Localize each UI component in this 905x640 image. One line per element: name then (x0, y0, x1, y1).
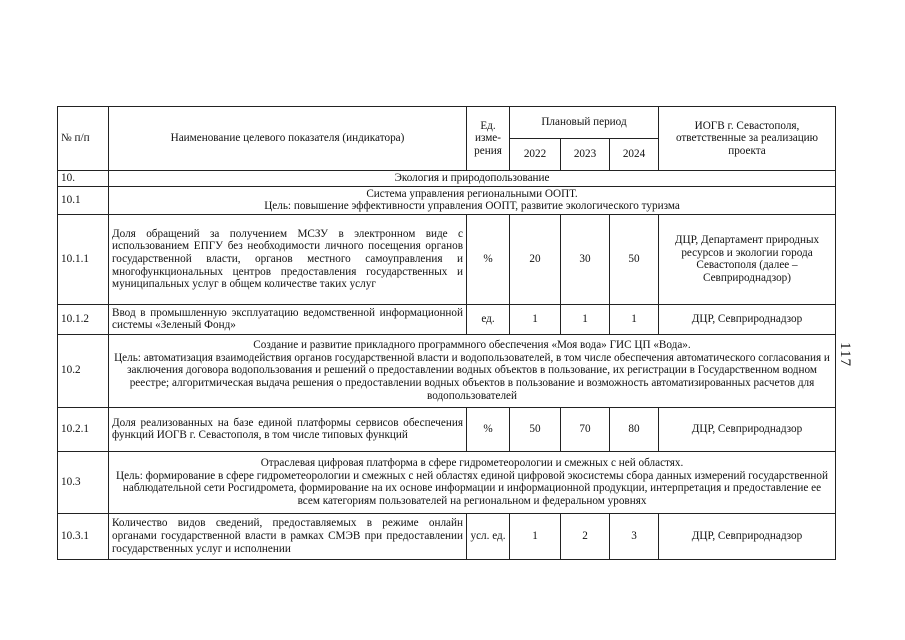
indicator-unit: усл. ед. (467, 513, 510, 559)
section-row-10 (58, 171, 836, 187)
subsection-row-10-1 (58, 186, 836, 214)
indicator-row-10-2-1 (58, 407, 836, 451)
value-2023: 2 (561, 513, 610, 559)
header-year-2024: 2024 (610, 139, 659, 171)
subsection-text (109, 334, 836, 407)
responsible: ДЦР, Севприроднадзор (659, 513, 836, 559)
header-responsible: ИОГВ г. Севастополя, ответственные за реализацию проекта (659, 107, 836, 171)
header-num: № п/п (58, 107, 109, 171)
row-num: 10.3 (58, 451, 109, 513)
section-title: Экология и природопользование (109, 171, 836, 187)
row-num: 10. (58, 171, 109, 187)
indicator-name: Ввод в промышленную эксплуатацию ведомственной информационной системы «Зеленый Фонд» (109, 304, 467, 334)
header-year-2022: 2022 (510, 139, 561, 171)
value-2022: 1 (510, 513, 561, 559)
subsection-text (109, 451, 836, 513)
subsection-row-10-3 (58, 451, 836, 513)
value-2022: 1 (510, 304, 561, 334)
responsible: ДЦР, Департамент природных ресурсов и экологии города Севастополя (далее – Севприроднадзор) (659, 214, 836, 304)
indicator-name: Количество видов сведений, предоставляемых в режиме онлайн органами государственной власти в рамках СМЭВ при предоставлении государственных услуг и исполнении (109, 513, 467, 559)
indicator-name: Доля обращений за получением МСЗУ в электронном виде с использованием ЕПГУ без необходимости личного посещения органов государственной власти, органов местного самоуправления и многофункциональных центров предоставления государственных и муниципальных услуг в общем количестве таких услуг (109, 214, 467, 304)
indicator-name: Доля реализованных на базе единой платформы сервисов обеспечения функций ИОГВ г. Севастополя, в том числе типовых функций (109, 407, 467, 451)
indicator-unit: ед. (467, 304, 510, 334)
value-2023: 70 (561, 407, 610, 451)
subsection-goal: Цель: автоматизация взаимодействия органов государственной власти и водопользователей, в том числе обеспечения автоматического согласования и заключения договора водопользования и решений о предоставлении водных объектов в пользование, их регистрации в Государственном водном реестре; алгоритмическая выдача решения о предоставлении водных объектов в пользование и возможность автоматизированных расчетов для водопользователей (114, 351, 830, 402)
header-year-2023: 2023 (561, 139, 610, 171)
value-2024: 50 (610, 214, 659, 304)
value-2024: 80 (610, 407, 659, 451)
value-2024: 3 (610, 513, 659, 559)
indicators-table (57, 106, 836, 560)
header-period: Плановый период (510, 107, 659, 139)
indicator-row-10-1-2 (58, 304, 836, 334)
subsection-title: Система управления региональными ООПТ. (366, 187, 578, 200)
row-num: 10.2.1 (58, 407, 109, 451)
value-2024: 1 (610, 304, 659, 334)
row-num: 10.1 (58, 186, 109, 214)
responsible: ДЦР, Севприроднадзор (659, 304, 836, 334)
row-num: 10.3.1 (58, 513, 109, 559)
subsection-goal: Цель: повышение эффективности управления ООПТ, развитие экологического туризма (264, 200, 680, 213)
value-2022: 20 (510, 214, 561, 304)
header-unit: Ед. изме-рения (467, 107, 510, 171)
value-2023: 30 (561, 214, 610, 304)
page-number: 117 (837, 342, 853, 367)
responsible: ДЦР, Севприроднадзор (659, 407, 836, 451)
indicator-unit: % (467, 214, 510, 304)
subsection-row-10-2 (58, 334, 836, 407)
indicator-unit: % (467, 407, 510, 451)
table-header-row-1 (58, 107, 836, 139)
header-name: Наименование целевого показателя (индикатора) (109, 107, 467, 171)
row-num: 10.1.2 (58, 304, 109, 334)
subsection-title: Создание и развитие прикладного программного обеспечения «Моя вода» ГИС ЦП «Вода». (253, 339, 691, 352)
row-num: 10.2 (58, 334, 109, 407)
row-num: 10.1.1 (58, 214, 109, 304)
indicator-row-10-1-1 (58, 214, 836, 304)
indicator-row-10-3-1 (58, 513, 836, 559)
subsection-title: Отраслевая цифровая платформа в сфере гидрометеорологии и смежных с ней областях. (260, 457, 684, 470)
subsection-text (109, 186, 836, 214)
value-2022: 50 (510, 407, 561, 451)
value-2023: 1 (561, 304, 610, 334)
subsection-goal: Цель: формирование в сфере гидрометеорологии и смежных с ней областях единой цифровой экосистемы сбора данных измерений государственной наблюдательной сети Росгидромета, формирование на их основе информации и информационной продукции, интерпретация и предоставление ее всем категориям пользователей на региональном и федеральном уровнях (116, 469, 828, 507)
